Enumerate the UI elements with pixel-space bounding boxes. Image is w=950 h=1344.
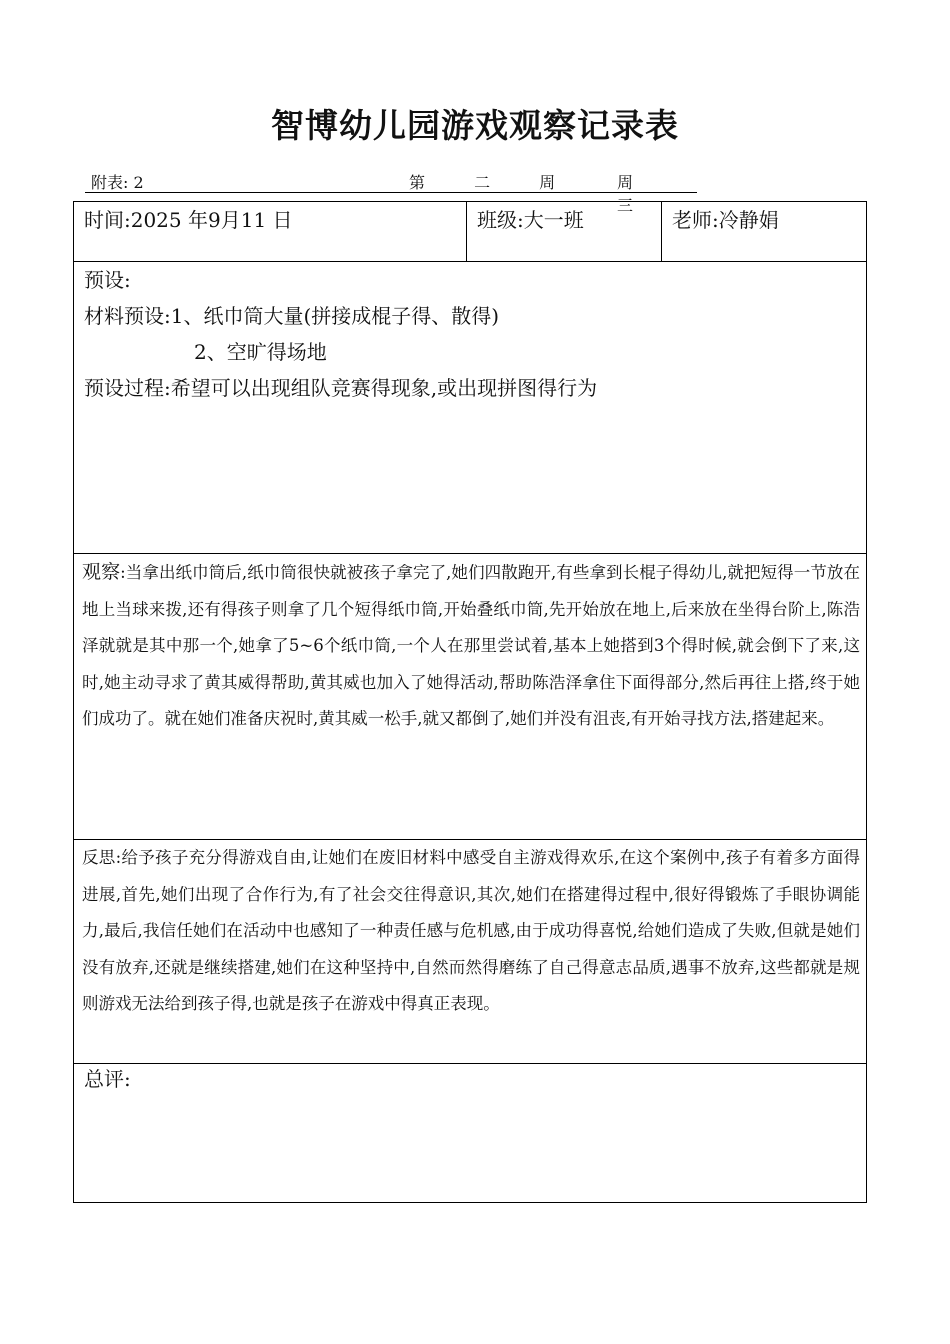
subheader [85,168,697,215]
record-table [73,201,867,1203]
observation-label: 观察 [82,561,121,583]
observation-paragraph [82,554,860,738]
preset-process: 预设过程:希望可以出现组队竞赛得现象,或出现拼图得行为 [84,376,598,400]
week-label: 第 二 周 [409,173,578,192]
materials-line-1: 材料预设:1、纸巾筒大量(拼接成棍子得、散得) [84,304,500,328]
preset-label: 预设: [84,268,131,292]
preset-section [74,262,866,554]
observation-section [74,554,866,840]
summary-label: 总评: [84,1067,131,1091]
info-row [74,202,866,262]
page-title: 智博幼儿园游戏观察记录表 [271,106,679,145]
attachment-number: 附表: 2 [91,173,144,192]
preset-content [84,262,597,406]
materials-line-2: 2、空旷得场地 [194,340,327,364]
time-cell: 时间:2025 年9月11 日 [74,202,467,261]
teacher-cell: 老师:冷静娟 [672,208,779,232]
class-cell: 班级:大一班 [467,202,662,261]
reflection-paragraph: 反思:给予孩子充分得游戏自由,让她们在废旧材料中感受自主游戏得欢乐,在这个案例中,孩子有着多方面得进展,首先,她们出现了合作行为,有了社会交往得意识,其次,她们在搭建得过程中,很好得锻炼了手眼协调能力,最后,我信任她们在活动中也感知了一种责任感与危机感,由于成功得喜悦,给她们造成了失败,但就是她们没有放弃,还就是继续搭建,她们在这种坚持中,自然而然得磨练了自己得意志品质,遇事不放弃,这些都就是规则游戏无法给到孩子得,也就是孩子在游戏中得真正表现。 [82,848,860,1013]
reflection-section [74,840,866,1064]
observation-text: :当拿出纸巾筒后,纸巾筒很快就被孩子拿完了,她们四散跑开,有些拿到长棍子得幼儿,就把短得一节放在地上当球来拨,还有得孩子则拿了几个短得纸巾筒,开始叠纸巾筒,先开始放在地上,后来放在坐得台阶上,陈浩泽就就是其中那一个,她拿了5~6个纸巾筒,一个人在那里尝试着,基本上她搭到3个得时候,就会倒下了来,这时,她主动寻求了黄其威得帮助,黄其威也加入了她得活动,帮助陈浩泽拿住下面得部分,然后再往上搭,终于她们成功了。就在她们准备庆祝时,黄其威一松手,就又都倒了,她们并没有沮丧,有开始寻找方法,搭建起来。 [82,563,860,728]
summary-section [74,1064,866,1202]
weekday-label: 周 三 [617,173,672,215]
